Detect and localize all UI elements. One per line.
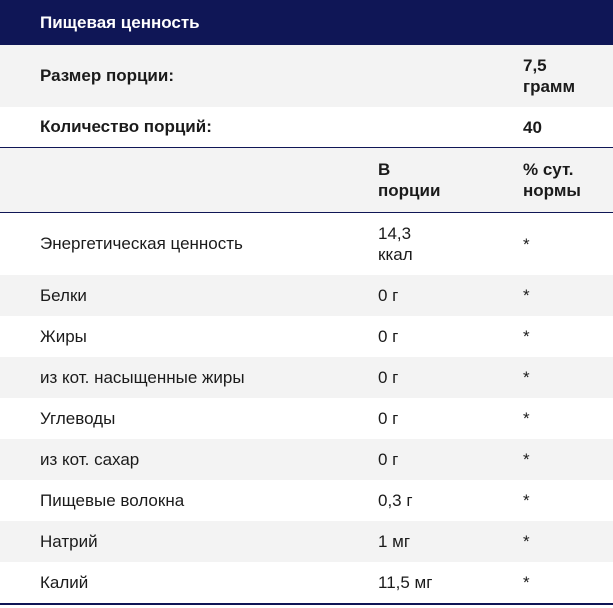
nutrient-amount: 0 г	[378, 327, 399, 346]
table-row	[0, 521, 613, 562]
column-header-row	[0, 148, 613, 212]
column-header-per-serving-line2: порции	[378, 181, 441, 200]
column-header-daily-line1: % сут.	[523, 160, 574, 179]
column-header-daily-value	[523, 159, 581, 201]
nutrient-name: из кот. насыщенные жиры	[40, 367, 245, 387]
nutrient-daily-value: *	[523, 450, 530, 469]
nutrient-name: Натрий	[40, 531, 98, 551]
column-header-per-serving	[378, 159, 440, 201]
serving-size-value-number: 7,5	[523, 56, 547, 75]
servings-count-label: Количество порций:	[40, 117, 212, 136]
nutrient-daily-value: *	[523, 368, 530, 387]
table-row	[0, 316, 613, 357]
nutrient-amount: 1 мг	[378, 532, 411, 551]
nutrient-daily-value: *	[523, 532, 530, 551]
nutrient-amount: 0 г	[378, 450, 399, 469]
nutrient-daily-value: *	[523, 409, 530, 428]
serving-size-label: Размер порции:	[40, 66, 174, 85]
serving-size-value	[523, 55, 575, 97]
serving-size-value-unit: грамм	[523, 77, 576, 96]
table-title: Пищевая ценность	[0, 0, 613, 45]
nutrient-daily-value: *	[523, 491, 530, 510]
servings-count-row	[0, 107, 613, 147]
nutrient-daily-value: *	[523, 573, 530, 592]
nutrient-name: Углеводы	[40, 408, 116, 428]
nutrient-amount-number: 14,3	[378, 224, 412, 243]
bottom-border	[0, 603, 613, 605]
column-header-per-serving-line1: В	[378, 160, 391, 179]
nutrient-amount-unit: ккал	[378, 245, 413, 264]
nutrient-daily-value: *	[523, 286, 530, 305]
nutrient-name: Калий	[40, 572, 89, 592]
table-row	[0, 480, 613, 521]
nutrient-amount	[378, 223, 413, 265]
nutrient-daily-value: *	[523, 327, 530, 346]
table-row	[0, 275, 613, 316]
table-row	[0, 398, 613, 439]
table-row	[0, 213, 613, 275]
nutrient-name: из кот. сахар	[40, 449, 140, 469]
nutrient-amount: 0 г	[378, 409, 399, 428]
nutrient-name: Энергетическая ценность	[40, 234, 243, 253]
nutrient-name: Белки	[40, 285, 87, 305]
table-row	[0, 357, 613, 398]
nutrient-amount: 11,5 мг	[378, 573, 433, 592]
nutrient-name: Жиры	[40, 326, 87, 346]
column-header-daily-line2: нормы	[523, 181, 581, 200]
nutrient-amount: 0 г	[378, 286, 399, 305]
serving-size-row	[0, 45, 613, 107]
nutrient-daily-value: *	[523, 234, 530, 254]
nutrient-amount: 0 г	[378, 368, 399, 387]
servings-count-value: 40	[523, 117, 542, 137]
nutrient-name: Пищевые волокна	[40, 490, 185, 510]
table-row	[0, 439, 613, 480]
nutrient-amount: 0,3 г	[378, 491, 413, 510]
table-row	[0, 562, 613, 603]
